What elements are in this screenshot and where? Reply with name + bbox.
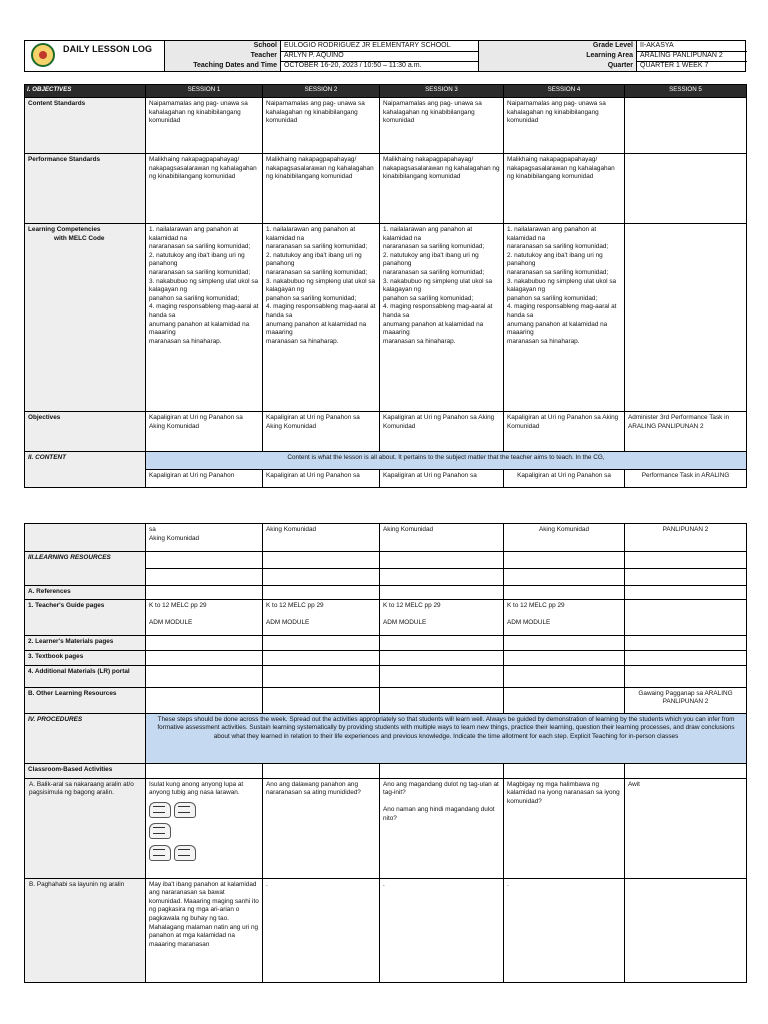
header-block — [24, 40, 746, 72]
classroom-label: Classroom-Based Activities — [25, 763, 146, 778]
table-cell — [625, 878, 747, 982]
session-5-heading: SESSION 5 — [625, 85, 747, 98]
table-cell — [504, 665, 625, 687]
purpose-label: B. Paghahabi sa layunin ng aralin — [25, 878, 146, 982]
learning-resources-label: III.LEARNING RESOURCES — [25, 552, 146, 586]
textbook-label: 3. Textbook pages — [25, 650, 146, 665]
table-cell — [263, 650, 380, 665]
table-cell — [146, 552, 263, 569]
table-cell — [380, 569, 504, 586]
table-cell — [263, 569, 380, 586]
table-header-row — [25, 85, 747, 98]
table-cell — [380, 763, 504, 778]
competencies-label — [25, 224, 146, 412]
content-banner: Content is what the lesson is all about. It pertains to the subject matter that the teacher aims to teach. In the CG, — [146, 452, 747, 470]
table-cell: Kapaligiran at Uri ng Panahon sa Aking Komunidad — [380, 412, 504, 452]
table-cell: Kapaligiran at Uri ng Panahon sa — [380, 470, 504, 488]
table-cell: Naipamamalas ang pag- unawa sa kahalagahan ng kinabibilangang komunidad — [263, 98, 380, 154]
table-cell: Magbigay ng mga halimbawa ng kalamidad na iyong naranasan sa iyong komunidad? — [504, 778, 625, 878]
table-cell — [146, 586, 263, 600]
table-cell — [625, 635, 747, 650]
grade-value: II-AKASYA — [640, 42, 674, 49]
table-cell: Kapaligiran at Uri ng Panahon sa — [504, 470, 625, 488]
table-cell — [263, 665, 380, 687]
landform-picture-icon — [149, 802, 171, 818]
table-cell: Aking Komunidad — [380, 524, 504, 552]
competencies-label-line2: with MELC Code — [54, 234, 105, 242]
table-cell: 1. nailalarawan ang panahon at kalamidad na nararanasan sa sariling komunidad; 2. natutukoy ang iba't ibang uri ng panahong nararanasan sa sariling komunidad; 3. nakabubuo ng simpleng ulat ukol sa kalagayan ng panahon sa sariling komunidad; 4. maging responsableng mag-aaral at handa sa anumang panahon at kalamidad na maaaring maranasan sa hinaharap. — [380, 224, 504, 412]
table-cell: sa Aking Komunidad — [146, 524, 263, 552]
area-value: ARALING PANLIPUNAN 2 — [640, 52, 723, 59]
table-cell — [263, 763, 380, 778]
table-cell: PANLIPUNAN 2 — [625, 524, 747, 552]
teachers-guide-row — [25, 599, 747, 635]
classroom-row — [25, 763, 747, 778]
table-cell — [146, 763, 263, 778]
table-cell: Gawaing Pagganap sa ARALING PANLIPUNAN 2 — [625, 687, 747, 713]
content-banner-row — [25, 452, 747, 470]
table-cell: . — [263, 878, 380, 982]
procedures-table — [24, 523, 747, 983]
table-cell — [146, 665, 263, 687]
landform-picture-icon — [174, 845, 196, 861]
table-cell: 1. nailalarawan ang panahon at kalamidad na nararanasan sa sariling komunidad; 2. natutukoy ang iba't ibang uri ng panahong nararanasan sa sariling komunidad; 3. nakabubuo ng simpleng ulat ukol sa kalagayan ng panahon sa sariling komunidad; 4. maging responsableng mag-aaral at handa sa anumang panahon at kalamidad na maaaring maranasan sa hinaharap. — [146, 224, 263, 412]
school-seal-icon — [31, 43, 55, 67]
table-cell: K to 12 MELC pp 29 ADM MODULE — [146, 599, 263, 635]
table-cell: Kapaligiran at Uri ng Panahon — [146, 470, 263, 488]
session-1-heading: SESSION 1 — [146, 85, 263, 98]
additional-materials-label: 4. Additional Materials (LR) portal — [25, 665, 146, 687]
objectives-label: Objectives — [25, 412, 146, 452]
table-cell: Kapaligiran at Uri ng Panahon sa Aking Komunidad — [504, 412, 625, 452]
table-cell: K to 12 MELC pp 29 ADM MODULE — [380, 599, 504, 635]
table-cell — [625, 224, 747, 412]
review-instruction: Isulat kung anong anyong lupa at anyong tubig ang nasa larawan. — [149, 780, 244, 797]
table-cell: Ano ang magandang dulot ng tag-ulan at tag-init? Ano naman ang hindi magandang dulot nito? — [380, 778, 504, 878]
objectives-table — [24, 84, 747, 488]
table-cell: Malikhaing nakapagpapahayag/ nakapagsasalarawan ng kahalagahan ng kinabibilangang komunidad — [504, 154, 625, 224]
table-cell — [263, 552, 380, 569]
table-cell — [25, 524, 146, 552]
table-cell: Kapaligiran at Uri ng Panahon sa — [263, 470, 380, 488]
continued-row — [25, 524, 747, 552]
table-cell — [625, 98, 747, 154]
table-cell: Naipamamalas ang pag- unawa sa kahalagahan ng kinabibilangang komunidad — [504, 98, 625, 154]
teachers-guide-label: 1. Teacher's Guide pages — [25, 599, 146, 635]
table-cell: K to 12 MELC pp 29 ADM MODULE — [504, 599, 625, 635]
landform-picture-icon — [149, 823, 171, 839]
table-cell: Aking Komunidad — [263, 524, 380, 552]
table-cell: Administer 3rd Performance Task in ARALING PANLIPUNAN 2 — [625, 412, 747, 452]
area-label: Learning Area — [479, 51, 637, 61]
table-cell — [380, 665, 504, 687]
learning-resources-row — [25, 552, 747, 569]
table-cell — [504, 569, 625, 586]
other-resources-label: B. Other Learning Resources — [25, 687, 146, 713]
table-cell — [504, 635, 625, 650]
table-cell — [625, 569, 747, 586]
table-cell — [625, 650, 747, 665]
table-cell: Malikhaing nakapagpapahayag/ nakapagsasalarawan ng kahalagahan ng kinabibilangang komunidad — [146, 154, 263, 224]
table-cell: Performance Task in ARALING — [625, 470, 747, 488]
session-4-heading: SESSION 4 — [504, 85, 625, 98]
table-cell — [504, 552, 625, 569]
table-cell: Kapaligiran at Uri ng Panahon sa Aking Komunidad — [146, 412, 263, 452]
learners-materials-label: 2. Learner's Materials pages — [25, 635, 146, 650]
table-cell — [504, 586, 625, 600]
table-cell — [625, 665, 747, 687]
purpose-row — [25, 878, 747, 982]
table-cell — [504, 687, 625, 713]
table-cell: 1. nailalarawan ang panahon at kalamidad na nararanasan sa sariling komunidad; 2. natutukoy ang iba't ibang uri ng panahong nararanasan sa sariling komunidad; 3. nakabubuo ng simpleng ulat ukol sa kalagayan ng panahon sa sariling komunidad; 4. maging responsableng mag-aaral at handa sa anumang panahon at kalamidad na maaaring maranasan sa hinaharap. — [263, 224, 380, 412]
session-2-heading: SESSION 2 — [263, 85, 380, 98]
table-cell — [625, 552, 747, 569]
table-cell: 1. nailalarawan ang panahon at kalamidad na nararanasan sa sariling komunidad; 2. natutukoy ang iba't ibang uri ng panahong nararanasan sa sariling komunidad; 3. nakabubuo ng simpleng ulat ukol sa kalagayan ng panahon sa sariling komunidad; 4. maging responsableng mag-aaral at handa sa anumang panahon at kalamidad na maaaring maranasan sa hinaharap. — [504, 224, 625, 412]
references-row — [25, 586, 747, 600]
references-label: A. References — [25, 586, 146, 600]
table-cell — [504, 763, 625, 778]
table-cell — [380, 635, 504, 650]
learners-materials-row — [25, 635, 747, 650]
document-title: DAILY LESSON LOG — [63, 44, 153, 54]
session-3-heading: SESSION 3 — [380, 85, 504, 98]
review-label: A. Balik-aral sa nakaraang aralin at/o pagsisimula ng bagong aralin. — [25, 778, 146, 878]
content-label: II. CONTENT — [25, 452, 146, 488]
table-cell: Aking Komunidad — [504, 524, 625, 552]
table-cell — [625, 586, 747, 600]
table-cell: Awit — [625, 778, 747, 878]
table-cell: K to 12 MELC pp 29 ADM MODULE — [263, 599, 380, 635]
table-cell — [380, 586, 504, 600]
dates-label: Teaching Dates and Time — [165, 61, 281, 71]
objectives-heading: I. OBJECTIVES — [25, 85, 146, 98]
table-cell: Naipamamalas ang pag- unawa sa kahalagahan ng kinabibilangang komunidad — [146, 98, 263, 154]
table-cell — [263, 586, 380, 600]
additional-materials-row — [25, 665, 747, 687]
quarter-value: QUARTER 1 WEEK 7 — [640, 62, 709, 69]
table-cell — [146, 650, 263, 665]
textbook-row — [25, 650, 747, 665]
dates-value: OCTOBER 16-20, 2023 / 10:50 – 11:30 a.m. — [281, 61, 479, 71]
content-standards-row — [25, 98, 747, 154]
performance-standards-row — [25, 154, 747, 224]
table-cell: . — [504, 878, 625, 982]
table-cell: Kapaligiran at Uri ng Panahon sa Aking Komunidad — [263, 412, 380, 452]
procedures-label: IV. PROCEDURES — [25, 713, 146, 763]
table-cell — [380, 650, 504, 665]
table-cell: Malikhaing nakapagpapahayag/ nakapagsasalarawan ng kahalagahan ng kinabibilangang komunidad — [263, 154, 380, 224]
table-cell: Ano ang dalawang panahon ang nararanasan sa ating munidided? — [263, 778, 380, 878]
table-cell: Malikhaing nakapagpapahayag/ nakapagsasalarawan ng kahalagahan ng kinabibilangang komunidad — [380, 154, 504, 224]
table-cell — [380, 687, 504, 713]
teacher-label: Teacher — [165, 51, 281, 61]
table-cell: May iba't ibang panahon at kalamidad ang nararanasan sa bawat komunidad. Maaaring maging sanhi ito ng pagkasira ng mga ari-arian o pagkawala ng buhay ng tao. Mahalagang malaman natin ang uri ng panahon at mga kalamidad na maaaring maranasan — [146, 878, 263, 982]
content-standards-label: Content Standards — [25, 98, 146, 154]
table-cell: . — [380, 878, 504, 982]
table-cell — [146, 569, 263, 586]
table-cell — [263, 687, 380, 713]
header-divider — [164, 41, 165, 71]
table-cell — [625, 599, 747, 635]
table-cell — [380, 552, 504, 569]
landform-picture-icon — [174, 802, 196, 818]
table-cell — [146, 778, 263, 878]
table-cell — [625, 763, 747, 778]
procedures-row — [25, 713, 747, 763]
table-cell: Naipamamalas ang pag- unawa sa kahalagahan ng kinabibilangang komunidad — [380, 98, 504, 154]
landform-pictures — [149, 801, 259, 866]
procedures-banner: These steps should be done across the week. Spread out the activities appropriately so that students will learn well. Always be guided by demonstration of learning by the students which you can infer from formative assessment activities. Sustain learning systematically by providing students with multiple ways to learn new things, practice their learning, question their learning processes, and draw conclusions about what they learned in relation to their life experiences and previous knowledge. Indicate the time allotment for each step. Explicit Teaching for in-person classes — [146, 713, 747, 763]
quarter-label: Quarter — [479, 61, 637, 71]
table-cell — [504, 650, 625, 665]
table-cell — [263, 635, 380, 650]
header-info — [165, 41, 747, 71]
school-value: EULOGIO RODRIGUEZ JR ELEMENTARY SCHOOL — [281, 41, 479, 51]
performance-standards-label: Performance Standards — [25, 154, 146, 224]
table-cell — [146, 635, 263, 650]
table-cell — [146, 687, 263, 713]
other-resources-row — [25, 687, 747, 713]
landform-picture-icon — [149, 845, 171, 861]
school-label: School — [165, 41, 281, 51]
review-row — [25, 778, 747, 878]
grade-label: Grade Level — [479, 41, 637, 51]
teacher-value: ARLYN P. AQUINO — [281, 51, 479, 61]
competencies-label-line1: Learning Competencies — [28, 226, 101, 233]
objectives-row — [25, 412, 747, 452]
competencies-row — [25, 224, 747, 412]
table-cell — [625, 154, 747, 224]
